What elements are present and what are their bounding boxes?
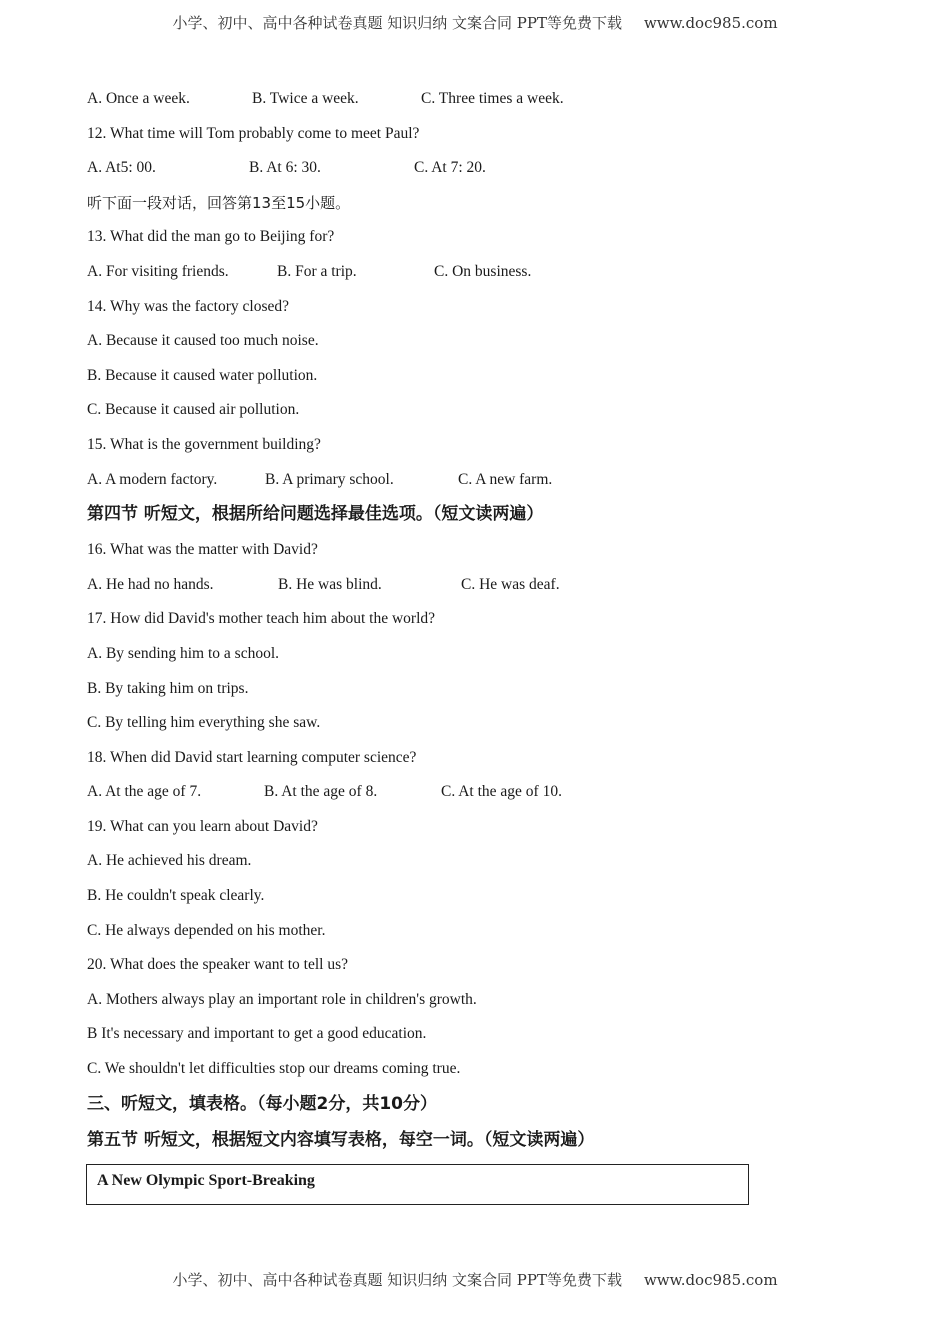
q14-option-c: C. Because it caused air pollution.: [87, 401, 300, 419]
q11-option-a: A. Once a week.: [87, 90, 190, 107]
q12-question: 12. What time will Tom probably come to meet Paul?: [87, 124, 420, 142]
q19-question: 19. What can you learn about David?: [87, 817, 318, 835]
q14-question: 14. Why was the factory closed?: [87, 297, 290, 315]
q15-option-b: B. A primary school.: [265, 470, 394, 488]
q20-option-b: B It's necessary and important to get a good education.: [87, 1025, 427, 1043]
q13-question: 13. What did the man go to Beijing for?: [87, 228, 335, 246]
section-4-heading: 第四节 听短文，根据所给问题选择最佳选项。（短文读两遍）: [87, 504, 544, 525]
q19-option-a: A. He achieved his dream.: [87, 852, 252, 870]
footer-site: www.doc985.com: [643, 1271, 778, 1289]
q18-option-a: A. At the age of 7.: [87, 783, 202, 801]
q15-option-c: C. A new farm.: [458, 470, 553, 488]
q14-option-b: B. Because it caused water pollution.: [87, 366, 318, 384]
exam-content: [87, 88, 807, 1165]
q16-question: 16. What was the matter with David?: [87, 541, 318, 559]
q20-option-c: C. We shouldn't let difficulties stop our dreams coming true.: [87, 1060, 461, 1078]
q18-option-c: C. At the age of 10.: [441, 783, 562, 801]
q13-option-c: C. On business.: [434, 262, 532, 280]
q17-option-c: C. By telling him everything she saw.: [87, 714, 321, 732]
q12-options: [87, 157, 807, 192]
q18-question: 18. When did David start learning computer science?: [87, 748, 417, 766]
header-text: 小学、初中、高中各种试卷真题 知识归纳 文案合同 PPT等免费下载: [172, 14, 622, 32]
q13-options: [87, 261, 807, 296]
q13-option-a: A. For visiting friends.: [87, 262, 229, 280]
part-3-heading: 三、听短文，填表格。（每小题2分，共10分）: [87, 1093, 437, 1114]
section-5-heading: 第五节 听短文，根据短文内容填写表格，每空一词。（短文读两遍）: [87, 1129, 595, 1150]
q17-option-b: B. By taking him on trips.: [87, 679, 249, 697]
q18-option-b: B. At the age of 8.: [264, 783, 378, 801]
q16-options: [87, 574, 807, 609]
q19-option-c: C. He always depended on his mother.: [87, 921, 326, 939]
q17-question: 17. How did David's mother teach him about the world?: [87, 610, 436, 628]
q13-option-b: B. For a trip.: [277, 262, 357, 280]
q12-option-b: B. At 6: 30.: [249, 159, 321, 177]
q11-option-b: B. Twice a week.: [252, 90, 359, 107]
q19-option-b: B. He couldn't speak clearly.: [87, 887, 265, 905]
header-site: www.doc985.com: [643, 14, 778, 32]
q17-option-a: A. By sending him to a school.: [87, 644, 280, 662]
q11-options: [87, 88, 807, 123]
q16-option-b: B. He was blind.: [278, 575, 382, 593]
q12-option-c: C. At 7: 20.: [414, 159, 486, 177]
q15-question: 15. What is the government building?: [87, 435, 321, 453]
q14-option-a: A. Because it caused too much noise.: [87, 332, 319, 350]
page-header: [0, 12, 950, 33]
page-footer: [0, 1269, 950, 1290]
q20-option-a: A. Mothers always play an important role in children's growth.: [87, 990, 477, 1008]
q11-option-c: C. Three times a week.: [421, 90, 564, 107]
q15-options: [87, 469, 807, 504]
q20-question: 20. What does the speaker want to tell us?: [87, 956, 348, 974]
q18-options: [87, 781, 807, 816]
q16-option-c: C. He was deaf.: [461, 575, 560, 593]
q16-option-a: A. He had no hands.: [87, 575, 214, 593]
instruction-13-15: 听下面一段对话，回答第13至15小题。: [87, 193, 351, 212]
table-title: A New Olympic Sport-Breaking: [97, 1172, 315, 1189]
fill-in-table: [86, 1164, 749, 1205]
footer-text: 小学、初中、高中各种试卷真题 知识归纳 文案合同 PPT等免费下载: [172, 1271, 622, 1289]
q15-option-a: A. A modern factory.: [87, 470, 218, 488]
q12-option-a: A. At5: 00.: [87, 159, 156, 177]
